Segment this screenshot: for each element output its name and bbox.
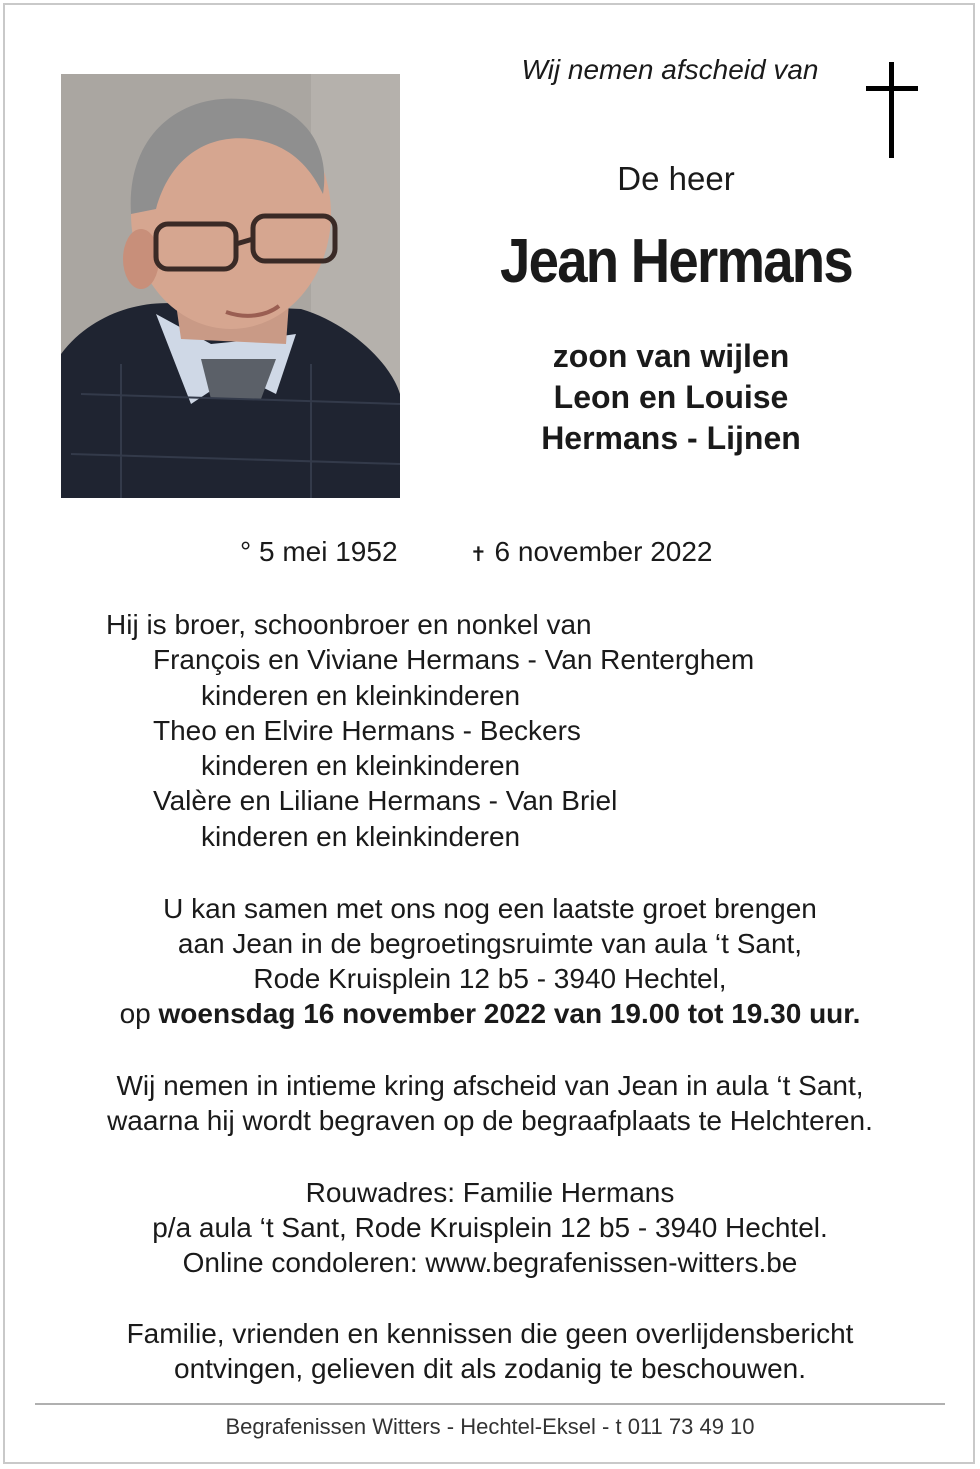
death-date bbox=[470, 536, 712, 568]
family-member: Valère en Liliane Hermans - Van Briel bbox=[153, 785, 618, 817]
notice-block bbox=[0, 1316, 980, 1386]
parents-block bbox=[470, 336, 872, 459]
notice-line: Familie, vrienden en kennissen die geen overlijdensbericht bbox=[126, 1318, 854, 1349]
cross-icon bbox=[862, 62, 922, 165]
address-line: Rouwadres: Familie Hermans bbox=[305, 1177, 675, 1208]
footer-text: Begrafenissen Witters - Hechtel-Eksel - t 011 73 49 10 bbox=[225, 1414, 755, 1439]
condolence-line: Online condoleren: www.begrafenissen-witters.be bbox=[182, 1247, 798, 1278]
visitation-line: U kan samen met ons nog een laatste groet brengen bbox=[163, 893, 817, 924]
parents-line: zoon van wijlen bbox=[552, 338, 790, 374]
deceased-name: Jean Hermans bbox=[500, 227, 852, 296]
visitation-time: woensdag 16 november 2022 van 19.00 tot 19.30 uur. bbox=[158, 998, 861, 1029]
honorific: De heer bbox=[617, 160, 735, 197]
portrait-photo bbox=[61, 74, 400, 498]
farewell-block bbox=[0, 1068, 980, 1138]
family-member: Theo en Elvire Hermans - Beckers bbox=[153, 714, 581, 746]
parents-line: Leon en Louise bbox=[553, 379, 789, 415]
intro-line: Wij nemen afscheid van bbox=[521, 54, 819, 85]
family-member-sub: kinderen en kleinkinderen bbox=[201, 820, 521, 852]
family-intro: Hij is broer, schoonbroer en nonkel van bbox=[106, 609, 592, 640]
family-member-sub: kinderen en kleinkinderen bbox=[201, 750, 521, 782]
visitation-line: aan Jean in de begroetingsruimte van aula ‘t Sant, bbox=[177, 928, 803, 959]
visitation-time-line bbox=[0, 996, 980, 1031]
death-cross-icon: ✝ bbox=[470, 544, 487, 566]
visitation-prefix: op bbox=[119, 998, 159, 1029]
notice-line: ontvingen, gelieven dit als zodanig te beschouwen. bbox=[174, 1353, 806, 1384]
birth-date: ° 5 mei 1952 bbox=[240, 536, 398, 567]
address-line: p/a aula ‘t Sant, Rode Kruisplein 12 b5 - 3940 Hechtel. bbox=[152, 1212, 828, 1243]
visitation-line: Rode Kruisplein 12 b5 - 3940 Hechtel, bbox=[253, 963, 727, 994]
death-date-text: 6 november 2022 bbox=[494, 536, 713, 567]
farewell-line: Wij nemen in intieme kring afscheid van Jean in aula ‘t Sant, bbox=[116, 1070, 864, 1101]
address-block bbox=[0, 1175, 980, 1280]
visitation-block bbox=[0, 891, 980, 1031]
parents-line: Hermans - Lijnen bbox=[541, 420, 801, 456]
family-list bbox=[106, 607, 754, 854]
family-member-sub: kinderen en kleinkinderen bbox=[201, 679, 521, 711]
farewell-line: waarna hij wordt begraven op de begraafplaats te Helchteren. bbox=[107, 1105, 873, 1136]
family-member: François en Viviane Hermans - Van Renterghem bbox=[153, 644, 755, 676]
footer-divider bbox=[35, 1403, 945, 1405]
